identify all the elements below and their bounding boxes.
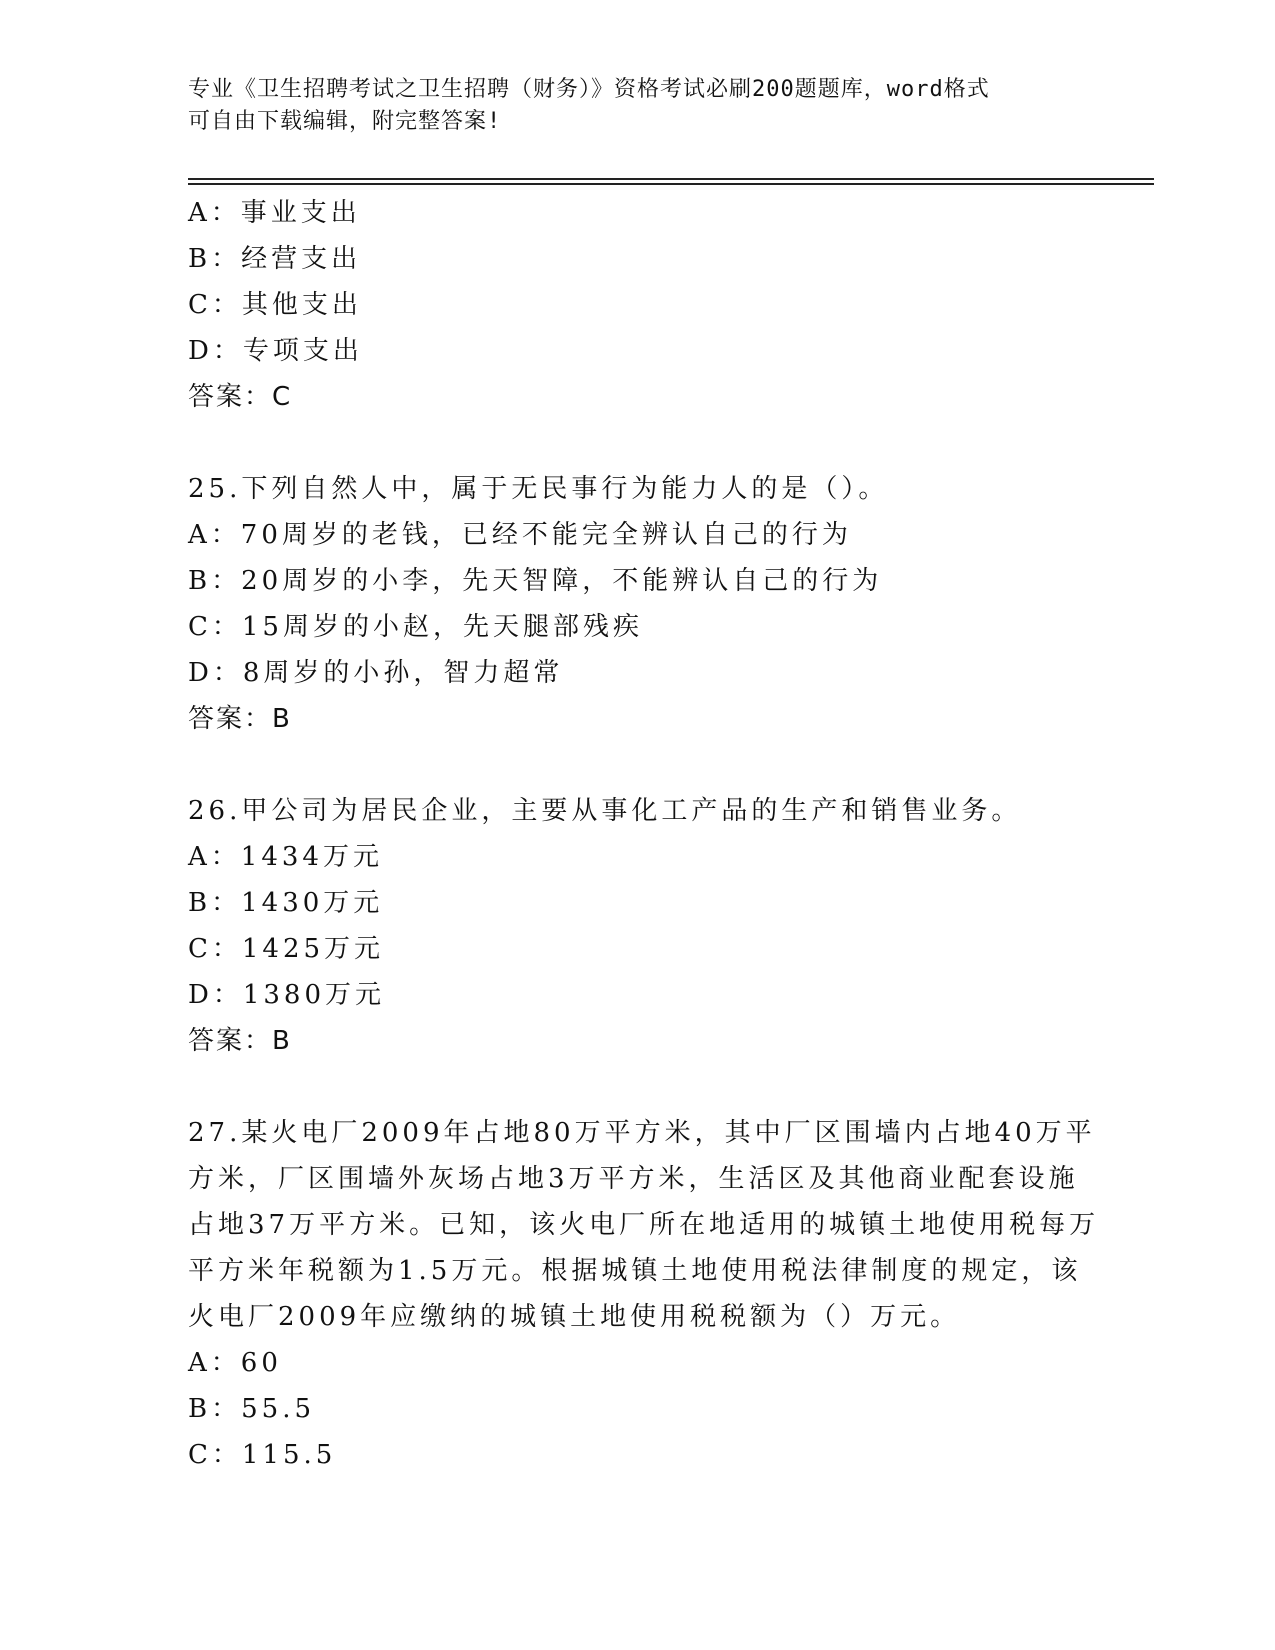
option-a: A：1434万元 (188, 842, 383, 872)
answer-label: 答案：B (188, 1026, 292, 1056)
question-27 (188, 1110, 1100, 1478)
header-divider-bottom (188, 183, 1154, 185)
header-divider-top (188, 178, 1154, 180)
question-stem: 26.甲公司为居民企业，主要从事化工产品的生产和销售业务。 (188, 796, 1022, 826)
answer-label: 答案：C (188, 382, 293, 412)
header-title-line-1: 专业《卫生招聘考试之卫生招聘（财务）》资格考试必刷200题题库，word格式 (188, 77, 990, 102)
option-b: B：经营支出 (188, 244, 362, 274)
header-title-line-2: 可自由下载编辑，附完整答案! (188, 109, 502, 134)
question-stem-line: 27.某火电厂2009年占地80万平方米，其中厂区围墙内占地40万平 (188, 1118, 1096, 1148)
option-d: D：专项支出 (188, 336, 363, 366)
answer-label: 答案：B (188, 704, 292, 734)
question-stem-line: 占地37万平方米。已知，该火电厂所在地适用的城镇土地使用税每万 (188, 1210, 1100, 1240)
option-b: B：20周岁的小李，先天智障，不能辨认自己的行为 (188, 566, 883, 596)
option-d: D：1380万元 (188, 980, 386, 1010)
spacer (188, 742, 1088, 788)
question-stem-line: 平方米年税额为1.5万元。根据城镇土地使用税法律制度的规定，该 (188, 1256, 1082, 1286)
option-a: A：70周岁的老钱，已经不能完全辨认自己的行为 (188, 520, 852, 550)
question-stem-line: 火电厂2009年应缴纳的城镇土地使用税税额为（）万元。 (188, 1302, 961, 1332)
spacer (188, 420, 1088, 466)
question-25 (188, 466, 1088, 742)
option-b: B：55.5 (188, 1394, 315, 1424)
option-b: B：1430万元 (188, 888, 384, 918)
option-c: C：1425万元 (188, 934, 385, 964)
spacer (188, 1064, 1088, 1110)
question-stem-line: 方米，厂区围墙外灰场占地3万平方米，生活区及其他商业配套设施 (188, 1164, 1079, 1194)
question-26 (188, 788, 1088, 1064)
question-24 (188, 190, 1088, 420)
option-c: C：15周岁的小赵，先天腿部残疾 (188, 612, 643, 642)
option-d: D：8周岁的小孙，智力超常 (188, 658, 564, 688)
option-a: A：60 (188, 1348, 282, 1378)
document-header (188, 74, 1088, 138)
option-c: C：其他支出 (188, 290, 362, 320)
question-stem: 25.下列自然人中，属于无民事行为能力人的是（）。 (188, 474, 889, 504)
option-a: A：事业支出 (188, 198, 361, 228)
question-list (188, 190, 1100, 1478)
option-c: C：115.5 (188, 1440, 337, 1470)
